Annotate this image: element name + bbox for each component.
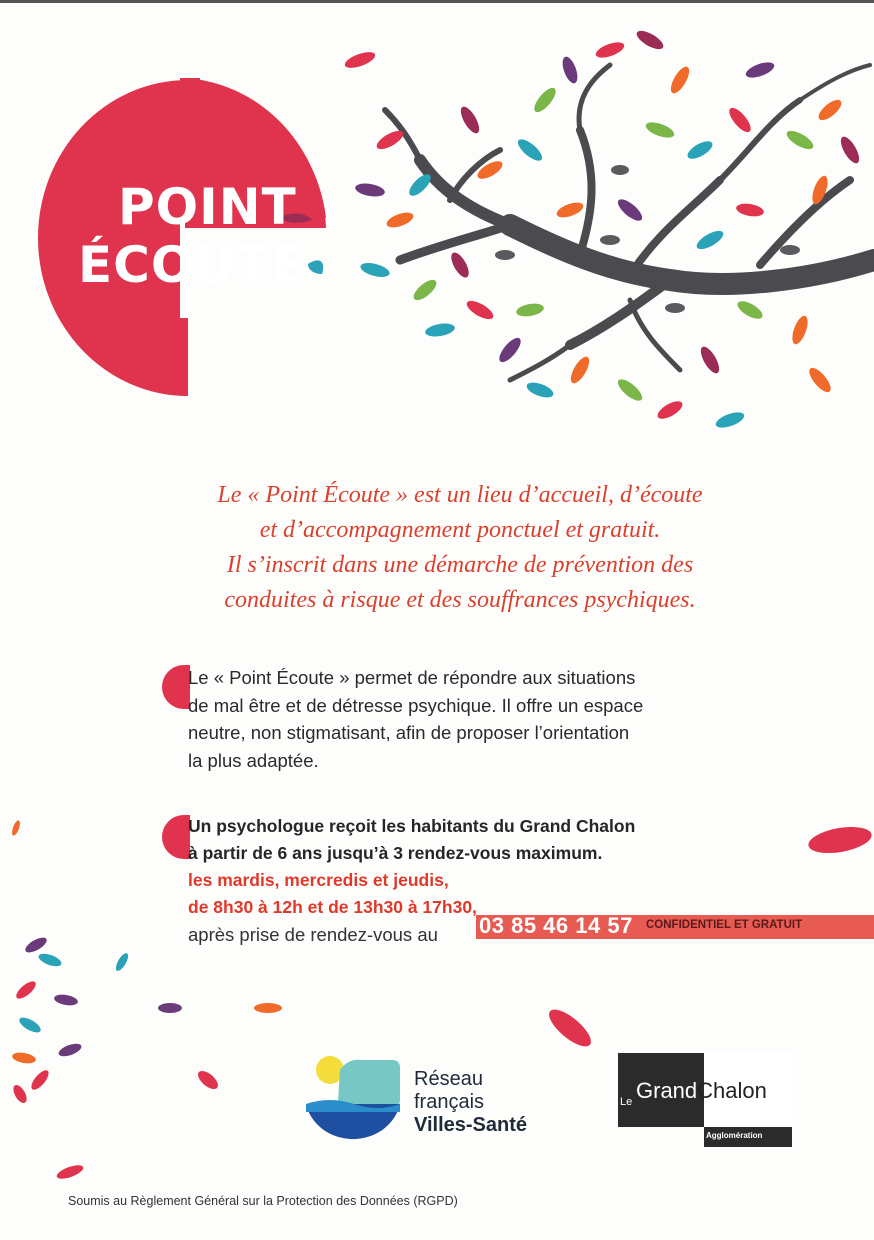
paragraph-line: de mal être et de détresse psychique. Il offre un espace [188,694,644,716]
info-appointment: après prise de rendez-vous au [188,924,438,945]
rfvs-line1: Réseau [414,1068,483,1090]
paragraph-line: Le « Point Écoute » permet de répondre aux situations [188,667,636,688]
grand-chalon-sub: Agglomération [706,1131,763,1140]
rfvs-line3: Villes-Santé [414,1114,528,1136]
logo-line1: POINT [118,178,297,236]
footer-rgpd: Soumis au Règlement Général sur la Protection des Données (RGPD) [68,1194,458,1208]
intro-line: et d’accompagnement ponctuel et gratuit. [259,517,661,543]
rfvs-line2: français [414,1091,485,1113]
grand-chalon-name [636,1078,767,1104]
info-line1: Un psychologue reçoit les habitants du Grand Chalon [188,816,636,836]
intro-line: Le « Point Écoute » est un lieu d’accueil, d’écoute [217,482,703,508]
info-line2: à partir de 6 ans jusqu’à 3 rendez-vous maximum. [188,843,603,863]
phone-tag: CONFIDENTIEL ET GRATUIT [646,919,803,931]
rfvs-text [414,1068,527,1137]
paragraph-line: la plus adaptée. [188,749,319,771]
grand-chalon-grand: Grand [636,1078,698,1103]
grand-chalon-le: Le [620,1096,633,1108]
info-days: les mardis, mercredis et jeudis, [188,870,449,890]
intro-line: Il s’inscrit dans une démarche de prévention des [226,552,694,578]
phone-number[interactable]: 03 85 46 14 57 [479,913,633,938]
info-hours: de 8h30 à 12h et de 13h30 à 17h30, [188,897,477,917]
paragraph-line: neutre, non stigmatisant, afin de proposer l’orientation [188,722,630,743]
logo-line2: ÉCOUTE [78,236,307,294]
grand-chalon-chalon: Chalon [697,1078,767,1103]
intro-line: conduites à risque et des souffrances psychiques. [224,587,696,613]
rfvs-logo [304,1052,404,1148]
